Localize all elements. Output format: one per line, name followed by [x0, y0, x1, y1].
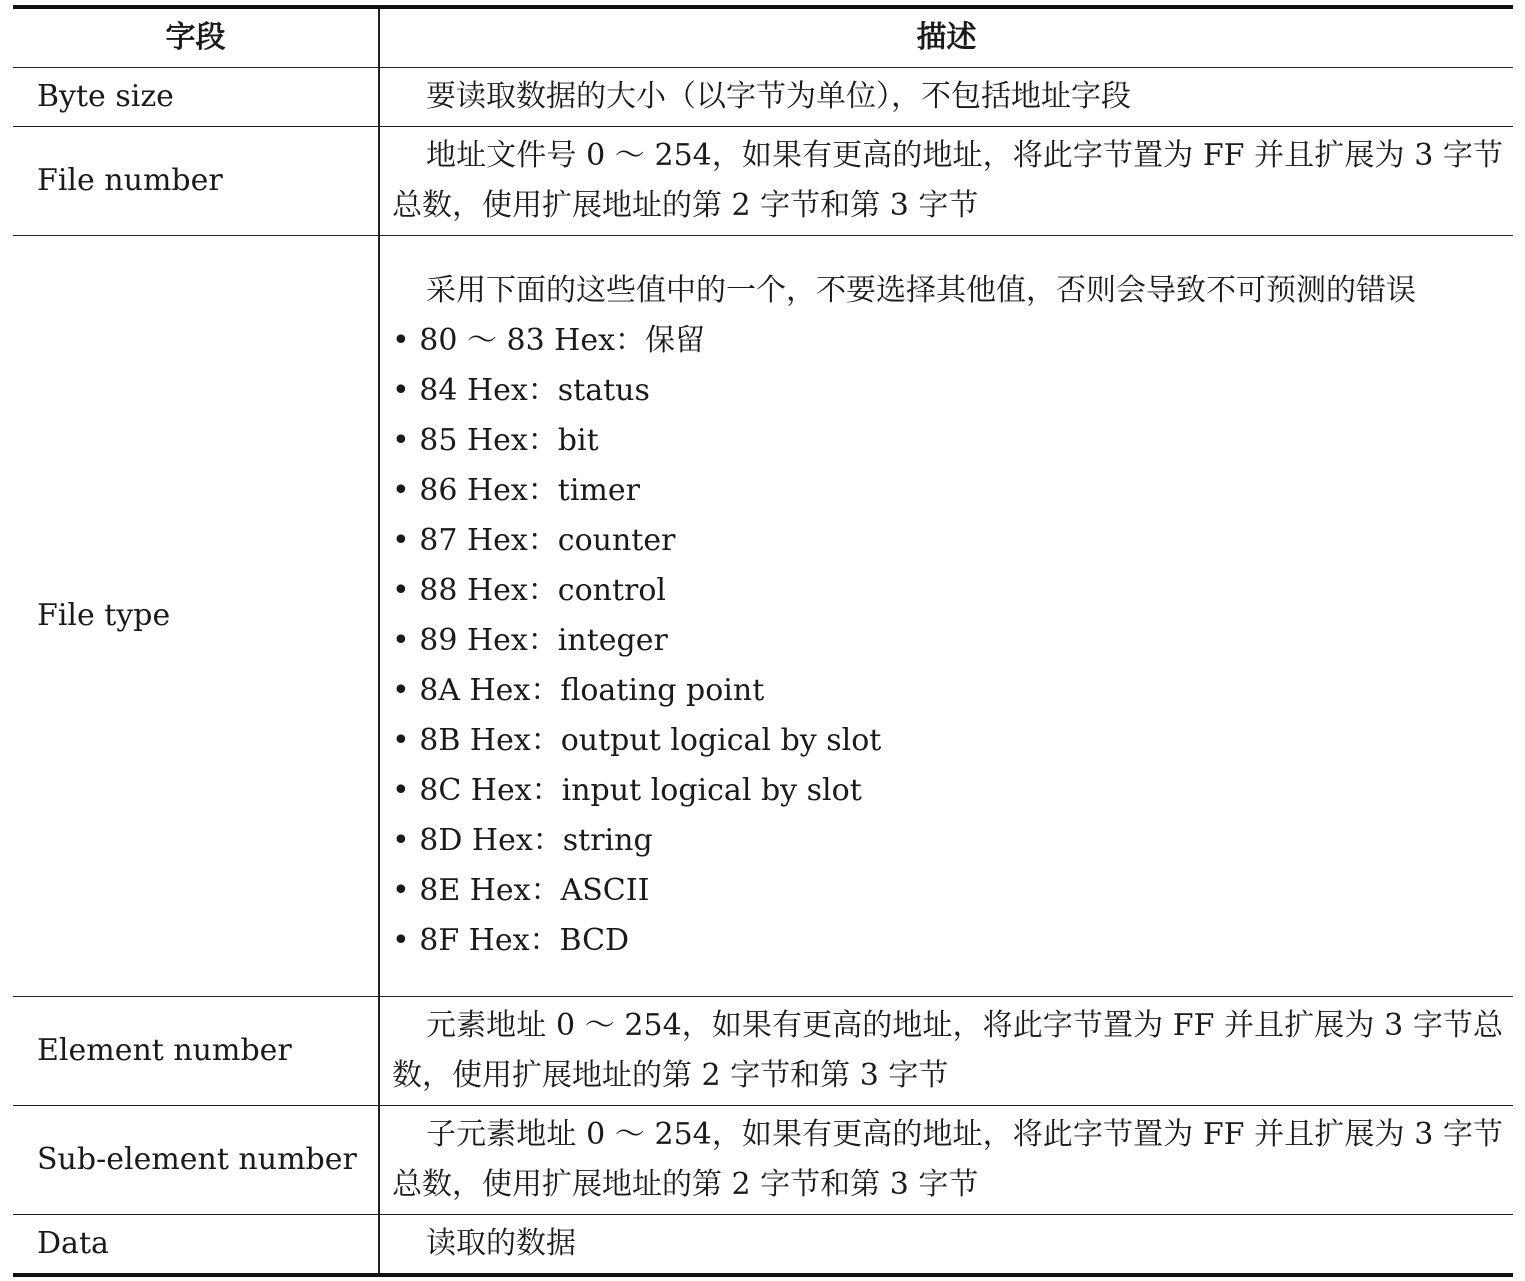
- field-description: [379, 1215, 1513, 1276]
- list-item: • 8C Hex：input logical by slot: [392, 773, 862, 808]
- field-description: [379, 127, 1513, 236]
- field-name: Sub-element number: [13, 1106, 379, 1215]
- table-row: [13, 68, 1513, 127]
- header-description: 描述: [379, 7, 1513, 68]
- list-item: • 88 Hex：control: [392, 573, 667, 608]
- field-description: [379, 236, 1513, 997]
- description-text: 地址文件号 0 ～ 254，如果有更高的地址，将此字节置为 FF 并且扩展为 3 字节总数，使用扩展地址的第 2 字节和第 3 字节: [392, 138, 1503, 223]
- table-row: [13, 127, 1513, 236]
- list-item: • 8F Hex：BCD: [392, 923, 630, 958]
- list-item: • 86 Hex：timer: [392, 473, 640, 508]
- table-row: [13, 997, 1513, 1106]
- description-text: 元素地址 0 ～ 254，如果有更高的地址，将此字节置为 FF 并且扩展为 3 字节总数，使用扩展地址的第 2 字节和第 3 字节: [392, 1008, 1503, 1093]
- list-item: • 8D Hex：string: [392, 823, 653, 858]
- field-description: [379, 68, 1513, 127]
- table-row: [13, 1215, 1513, 1276]
- table-row: [13, 236, 1513, 997]
- list-item: • 8E Hex：ASCII: [392, 873, 650, 908]
- table-row: [13, 1106, 1513, 1215]
- list-item: • 80 ～ 83 Hex：保留: [392, 323, 706, 358]
- field-description: [379, 997, 1513, 1106]
- list-item: • 85 Hex：bit: [392, 423, 599, 458]
- list-item: • 8B Hex：output logical by slot: [392, 723, 882, 758]
- field-name: Element number: [13, 997, 379, 1106]
- field-name: File number: [13, 127, 379, 236]
- list-item: • 84 Hex：status: [392, 373, 650, 408]
- description-text: 要读取数据的大小（以字节为单位），不包括地址字段: [426, 79, 1131, 114]
- list-item: • 8A Hex：floating point: [392, 673, 765, 708]
- description-text: 子元素地址 0 ～ 254，如果有更高的地址，将此字节置为 FF 并且扩展为 3 字节总数，使用扩展地址的第 2 字节和第 3 字节: [392, 1117, 1503, 1202]
- field-description-table: [13, 5, 1513, 1277]
- table-header-row: [13, 7, 1513, 68]
- description-text: 采用下面的这些值中的一个，不要选择其他值，否则会导致不可预测的错误: [426, 273, 1416, 308]
- field-name: File type: [13, 236, 379, 997]
- description-text: 读取的数据: [426, 1226, 576, 1261]
- field-description: [379, 1106, 1513, 1215]
- list-item: • 89 Hex：integer: [392, 623, 668, 658]
- list-item: • 87 Hex：counter: [392, 523, 676, 558]
- field-name: Data: [13, 1215, 379, 1276]
- field-name: Byte size: [13, 68, 379, 127]
- header-field: 字段: [13, 7, 379, 68]
